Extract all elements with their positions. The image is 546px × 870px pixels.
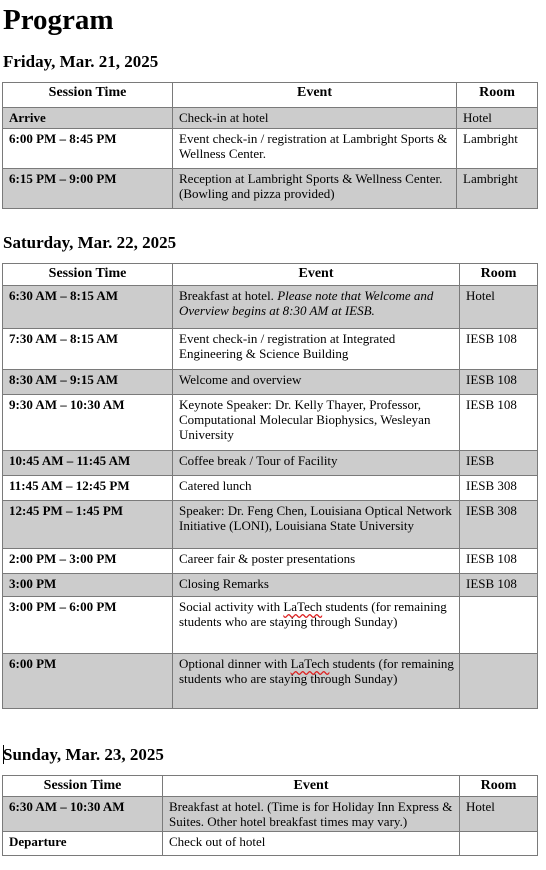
table-row: [3, 129, 538, 169]
session-time-cell: 11:45 AM – 12:45 PM: [3, 476, 173, 501]
table-row: [3, 395, 538, 451]
spellcheck-flagged-word[interactable]: LaTech: [290, 656, 330, 671]
session-time-cell: 3:00 PM – 6:00 PM: [3, 597, 173, 654]
session-time-cell: 6:15 PM – 9:00 PM: [3, 169, 173, 209]
table-row: [3, 549, 538, 574]
room-cell: Hotel: [457, 108, 538, 129]
event-cell: [173, 654, 460, 709]
event-cell: [173, 597, 460, 654]
room-cell: Lambright: [457, 129, 538, 169]
room-cell: [460, 654, 538, 709]
event-cell: Reception at Lambright Sports & Wellness Center. (Bowling and pizza provided): [173, 169, 457, 209]
room-cell: [460, 832, 538, 856]
table-row: [3, 169, 538, 209]
event-cell: Catered lunch: [173, 476, 460, 501]
event-text: Social activity with: [179, 599, 284, 614]
event-text: students (for remaining students who are staying through Sunday): [179, 599, 447, 629]
event-cell: [173, 286, 460, 329]
schedule-table-saturday: [2, 263, 538, 709]
event-cell: Speaker: Dr. Feng Chen, Louisiana Optical Network Initiative (LONI), Louisiana State University: [173, 501, 460, 549]
page-title: Program: [3, 4, 114, 36]
session-time-cell: Departure: [3, 832, 163, 856]
room-cell: Hotel: [460, 286, 538, 329]
room-cell: IESB 108: [460, 395, 538, 451]
spellcheck-flagged-word[interactable]: LaTech: [283, 599, 323, 614]
session-time-cell: 6:30 AM – 8:15 AM: [3, 286, 173, 329]
session-time-cell: 6:00 PM – 8:45 PM: [3, 129, 173, 169]
room-cell: IESB 108: [460, 329, 538, 370]
event-cell: Event check-in / registration at Lambright Sports & Wellness Center.: [173, 129, 457, 169]
column-header-room: Room: [460, 264, 538, 286]
session-time-cell: 12:45 PM – 1:45 PM: [3, 501, 173, 549]
table-row: [3, 329, 538, 370]
event-cell: Coffee break / Tour of Facility: [173, 451, 460, 476]
room-cell: IESB 308: [460, 476, 538, 501]
event-text: Optional dinner with: [179, 656, 291, 671]
schedule-table-friday: [2, 82, 538, 209]
session-time-cell: 10:45 AM – 11:45 AM: [3, 451, 173, 476]
day-heading-sunday: Sunday, Mar. 23, 2025: [3, 745, 164, 764]
column-header-room: Room: [460, 776, 538, 797]
column-header-room: Room: [457, 83, 538, 108]
column-header-event: Event: [163, 776, 460, 797]
event-cell: Keynote Speaker: Dr. Kelly Thayer, Professor, Computational Molecular Biophysics, Wesleyan University: [173, 395, 460, 451]
column-header-session-time: Session Time: [3, 264, 173, 286]
column-header-session-time: Session Time: [3, 776, 163, 797]
room-cell: IESB 108: [460, 370, 538, 395]
event-cell: Event check-in / registration at Integrated Engineering & Science Building: [173, 329, 460, 370]
event-text: Breakfast at hotel.: [179, 288, 274, 303]
room-cell: Hotel: [460, 797, 538, 832]
table-row: [3, 476, 538, 501]
table-row: [3, 501, 538, 549]
session-time-cell: 8:30 AM – 9:15 AM: [3, 370, 173, 395]
table-row: [3, 370, 538, 395]
table-row: [3, 451, 538, 476]
room-cell: IESB 108: [460, 574, 538, 597]
schedule-table-sunday: [2, 775, 538, 856]
session-time-cell: 7:30 AM – 8:15 AM: [3, 329, 173, 370]
event-cell: Check out of hotel: [163, 832, 460, 856]
room-cell: IESB 308: [460, 501, 538, 549]
session-time-cell: 3:00 PM: [3, 574, 173, 597]
event-cell: Career fair & poster presentations: [173, 549, 460, 574]
table-row: [3, 286, 538, 329]
room-cell: IESB: [460, 451, 538, 476]
table-row: [3, 574, 538, 597]
event-text: students (for remaining students who are staying through Sunday): [179, 656, 454, 686]
session-time-cell: 2:00 PM – 3:00 PM: [3, 549, 173, 574]
column-header-event: Event: [173, 83, 457, 108]
room-cell: Lambright: [457, 169, 538, 209]
room-cell: IESB 108: [460, 549, 538, 574]
day-heading-friday: Friday, Mar. 21, 2025: [3, 52, 159, 71]
day-heading-saturday: Saturday, Mar. 22, 2025: [3, 233, 177, 252]
event-cell: Closing Remarks: [173, 574, 460, 597]
table-row: [3, 108, 538, 129]
session-time-cell: 6:00 PM: [3, 654, 173, 709]
session-time-cell: 9:30 AM – 10:30 AM: [3, 395, 173, 451]
table-row: [3, 832, 538, 856]
event-note: Please note that Welcome and Overview begins at 8:30 AM at IESB.: [179, 288, 434, 318]
room-cell: [460, 597, 538, 654]
session-time-cell: 6:30 AM – 10:30 AM: [3, 797, 163, 832]
event-cell: Breakfast at hotel. (Time is for Holiday Inn Express & Suites. Other hotel breakfast times may vary.): [163, 797, 460, 832]
session-time-cell: Arrive: [3, 108, 173, 129]
table-row: [3, 597, 538, 654]
column-header-event: Event: [173, 264, 460, 286]
table-row: [3, 797, 538, 832]
column-header-session-time: Session Time: [3, 83, 173, 108]
table-row: [3, 654, 538, 709]
event-cell: Check-in at hotel: [173, 108, 457, 129]
event-cell: Welcome and overview: [173, 370, 460, 395]
